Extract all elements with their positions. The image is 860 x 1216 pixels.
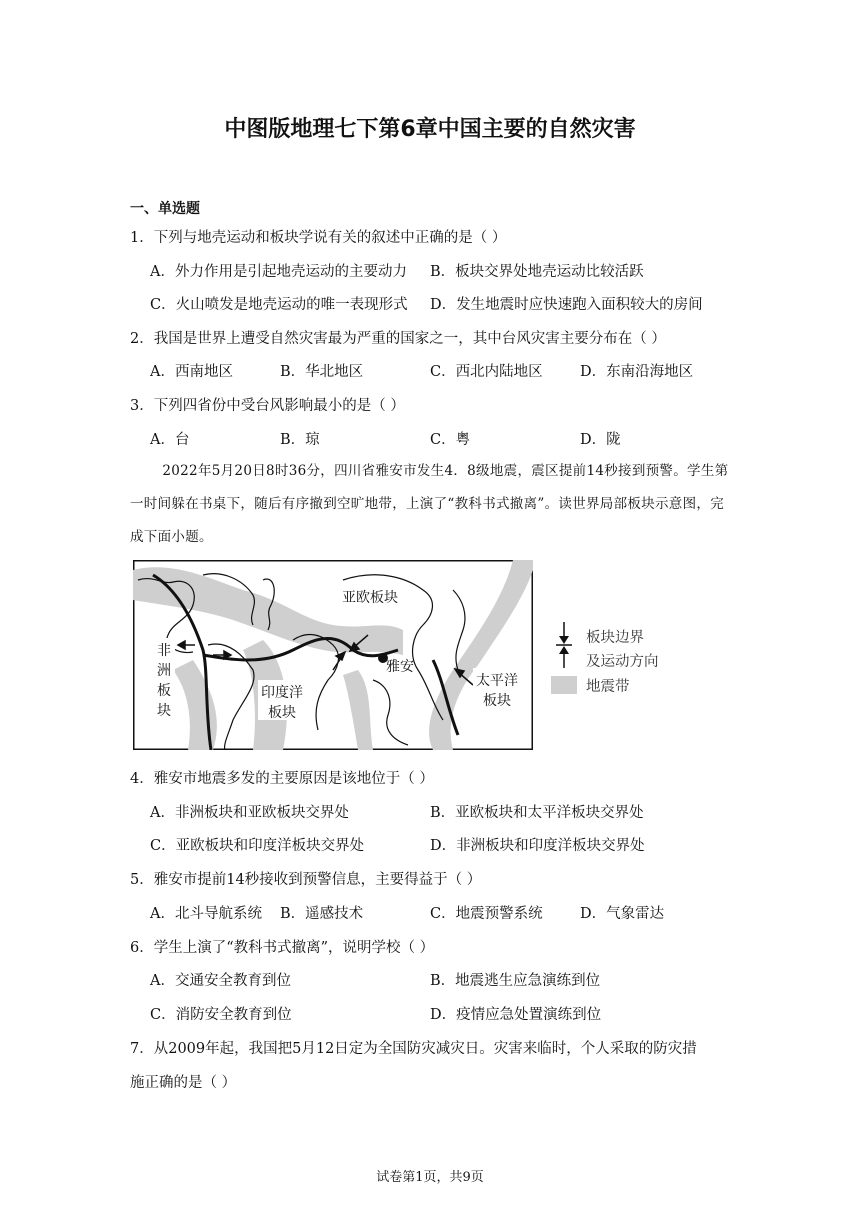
label-indian-plate-2: 板块 [268, 705, 296, 721]
section-heading: 一、单选题 [130, 201, 200, 217]
question-3-option-d: D．陇 [580, 432, 621, 448]
question-2-option-a: A．西南地区 [150, 364, 233, 380]
question-6-option-d: D．疫情应急处置演练到位 [430, 1007, 602, 1023]
question-3-stem: 3．下列四省份中受台风影响最小的是（ ） [130, 398, 405, 414]
question-3-option-c: C．粤 [430, 432, 471, 448]
label-indian-plate-1: 印度洋 [261, 685, 303, 701]
question-7-stem-line-1: 7．从2009年起，我国把5月12日定为全国防灾减灾日。灾害来临时，个人采取的防灾措 [130, 1041, 697, 1057]
question-3-option-b: B．琼 [280, 432, 320, 448]
label-eurasian-plate: 亚欧板块 [342, 590, 398, 606]
question-2-option-b: B．华北地区 [280, 364, 364, 380]
question-4-option-a: A．非洲板块和亚欧板块交界处 [150, 805, 349, 821]
question-4-option-c: C．亚欧板块和印度洋板块交界处 [150, 838, 365, 854]
question-6-option-b: B．地震逃生应急演练到位 [430, 973, 601, 989]
legend-boundary-label-1: 板块边界 [586, 630, 644, 646]
reading-passage: 2022年5月20日8时36分，四川省雅安市发生4．8级地震，震区提前14秒接到预警。学生第一时间躲在书桌下，随后有序撤到空旷地带，上演了“教科书式撤离”。读世界局部板块示意图，完成下面小题。 [130, 463, 729, 545]
question-5-option-c: C．地震预警系统 [430, 906, 543, 922]
legend-earthquake-belt-swatch [551, 676, 577, 694]
label-yaan: 雅安 [386, 659, 414, 675]
question-1-option-b: B．板块交界处地壳运动比较活跃 [430, 264, 644, 280]
question-5-option-a: A．北斗导航系统 [150, 906, 262, 922]
question-1-option-a: A．外力作用是引起地壳运动的主要动力 [150, 264, 407, 280]
label-african-plate-3: 板 [157, 683, 171, 699]
question-2-stem: 2．我国是世界上遭受自然灾害最为严重的国家之一，其中台风灾害主要分布在（ ） [130, 331, 666, 347]
question-6-stem: 6．学生上演了“教科书式撤离”，说明学校（ ） [130, 940, 435, 956]
page-footer: 试卷第1页，共9页 [376, 1170, 484, 1185]
legend-earthquake-belt-label: 地震带 [586, 679, 630, 695]
question-4-option-d: D．非洲板块和印度洋板块交界处 [430, 838, 645, 854]
label-african-plate-1: 非 [157, 643, 171, 659]
question-1-option-d: D．发生地震时应快速跑入面积较大的房间 [430, 297, 703, 313]
question-1-option-c: C．火山喷发是地壳运动的唯一表现形式 [150, 297, 408, 313]
question-7-stem-line-2: 施正确的是（ ） [130, 1075, 237, 1091]
label-pacific-plate-1: 太平洋 [476, 673, 518, 689]
legend-boundary-label-2: 及运动方向 [586, 654, 659, 670]
question-4-option-b: B．亚欧板块和太平洋板块交界处 [430, 805, 644, 821]
question-4-stem: 4．雅安市地震多发的主要原因是该地位于（ ） [130, 771, 434, 787]
question-1-stem: 1．下列与地壳运动和板块学说有关的叙述中正确的是（ ） [130, 230, 507, 246]
page-title: 中图版地理七下第6章中国主要的自然灾害 [224, 117, 636, 142]
label-african-plate-2: 洲 [157, 663, 171, 679]
label-pacific-plate-2: 板块 [483, 693, 511, 709]
question-5-option-d: D．气象雷达 [580, 906, 665, 922]
question-6-option-c: C．消防安全教育到位 [150, 1007, 292, 1023]
question-6-option-a: A．交通安全教育到位 [150, 973, 291, 989]
question-5-option-b: B．遥感技术 [280, 906, 364, 922]
label-african-plate-4: 块 [157, 703, 171, 719]
plate-map-figure [133, 560, 533, 750]
question-5-stem: 5．雅安市提前14秒接收到预警信息，主要得益于（ ） [130, 872, 482, 888]
question-2-option-d: D．东南沿海地区 [580, 364, 694, 380]
legend-boundary-arrows-icon [552, 622, 576, 668]
question-2-option-c: C．西北内陆地区 [430, 364, 543, 380]
question-3-option-a: A．台 [150, 432, 190, 448]
